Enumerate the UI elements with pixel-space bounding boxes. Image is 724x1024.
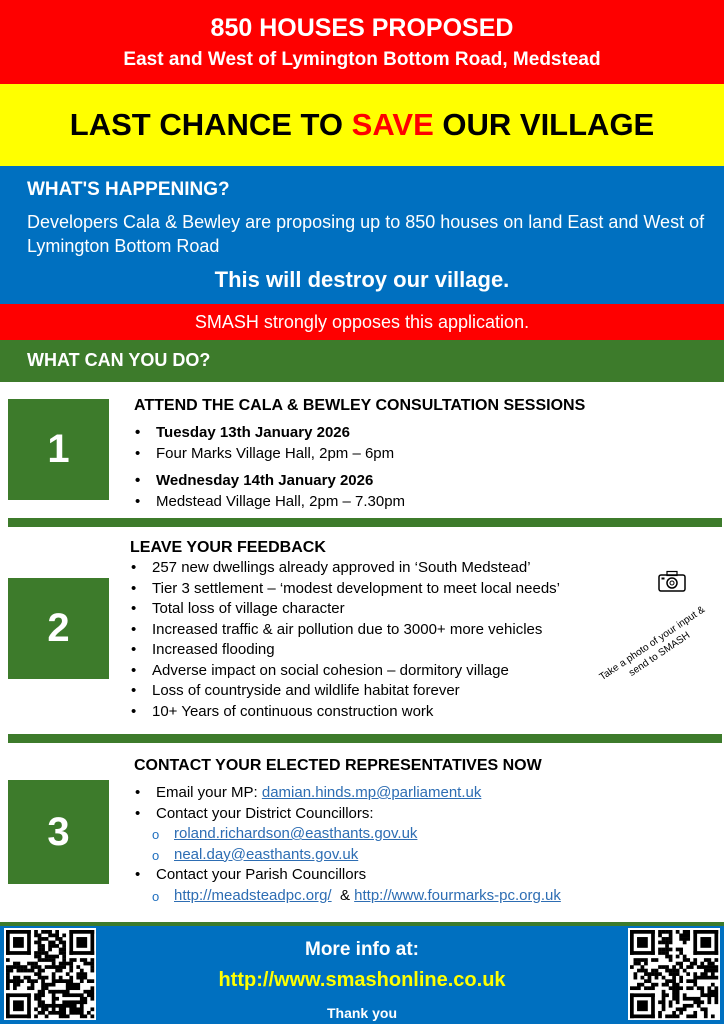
whats-happening-section (0, 166, 724, 304)
session-date: • Wednesday 14th January 2026 (134, 472, 674, 493)
qr-code-left[interactable] (4, 928, 96, 1020)
parish-link-fourmarks[interactable]: http://www.fourmarks-pc.org.uk (354, 886, 561, 904)
district-email-item (134, 825, 694, 846)
consultation-sessions-list (134, 424, 674, 514)
feedback-point: • 257 new dwellings already approved in ‘South Medstead’ (130, 559, 630, 580)
headline-subtitle: East and West of Lymington Bottom Road, Medstead (123, 49, 601, 70)
parish-links-item: o http://meadsteadpc.org/ & http://www.fourmarks-pc.org.uk (134, 887, 694, 908)
feedback-point: • Increased traffic & air pollution due to 3000+ more vehicles (130, 621, 630, 642)
banner-heading: LAST CHANCE TO SAVE OUR VILLAGE (69, 107, 655, 142)
district-email-item (134, 846, 694, 867)
oppose-band: SMASH strongly opposes this application. (0, 304, 724, 340)
parish-item: • Contact your Parish Councillors (134, 866, 694, 887)
whats-happening-text: Developers Cala & Bewley are proposing up to 850 houses on land East and West of Lymington Bottom Road (27, 212, 705, 256)
district-email-link[interactable]: neal.day@easthants.gov.uk (174, 845, 359, 863)
what-can-you-do-heading: WHAT CAN YOU DO? (27, 350, 211, 370)
parish-link-medstead[interactable]: http://meadsteadpc.org/ (174, 886, 332, 904)
section-divider (8, 518, 722, 527)
section-divider (8, 734, 722, 743)
feedback-points-list (130, 559, 630, 723)
header-band (0, 0, 724, 84)
qr-code-right[interactable] (628, 928, 720, 1020)
step-3-number-box: 3 (8, 780, 109, 884)
feedback-point: • Increased flooding (130, 641, 630, 662)
feedback-point: • Loss of countryside and wildlife habitat forever (130, 682, 630, 703)
footer-band (0, 922, 724, 1024)
step-2-number-box: 2 (8, 578, 109, 679)
more-info-label: More info at: (305, 939, 419, 960)
district-email-link[interactable]: roland.richardson@easthants.gov.uk (174, 825, 418, 842)
headline-title: 850 HOUSES PROPOSED (210, 14, 514, 42)
session-venue: • Medstead Village Hall, 2pm – 7.30pm (134, 493, 674, 514)
camera-icon (658, 570, 686, 592)
step-2-title: LEAVE YOUR FEEDBACK (130, 539, 326, 556)
step-1-number-box: 1 (8, 399, 109, 500)
destroy-statement: This will destroy our village. (214, 267, 510, 292)
representatives-list (134, 784, 694, 907)
mp-email-link[interactable]: damian.hinds.mp@parliament.uk (261, 784, 482, 801)
session-venue: • Four Marks Village Hall, 2pm – 6pm (134, 445, 674, 472)
mp-item: • Email your MP: damian.hinds.mp@parliament.uk (134, 784, 694, 805)
thank-you-text: Thank you (326, 1005, 397, 1021)
website-link[interactable]: http://www.smashonline.co.uk (218, 969, 506, 991)
feedback-point: • Total loss of village character (130, 600, 630, 621)
feedback-point: • Adverse impact on social cohesion – dormitory village (130, 662, 630, 683)
whats-happening-heading: WHAT'S HAPPENING? (27, 179, 230, 200)
district-item: • Contact your District Councillors: (134, 805, 694, 826)
save-village-banner (0, 84, 724, 166)
photo-note: Take a photo of your input & send to SMASH (597, 604, 708, 683)
feedback-point: • Tier 3 settlement – ‘modest development to meet local needs’ (130, 580, 630, 601)
step-3-title: CONTACT YOUR ELECTED REPRESENTATIVES NOW (134, 757, 542, 774)
feedback-point: • 10+ Years of continuous construction work (130, 703, 630, 724)
save-highlight: SAVE (351, 107, 434, 142)
session-date: • Tuesday 13th January 2026 (134, 424, 674, 445)
what-can-you-do-band (0, 340, 724, 382)
step-1-title: ATTEND THE CALA & BEWLEY CONSULTATION SESSIONS (134, 397, 586, 414)
